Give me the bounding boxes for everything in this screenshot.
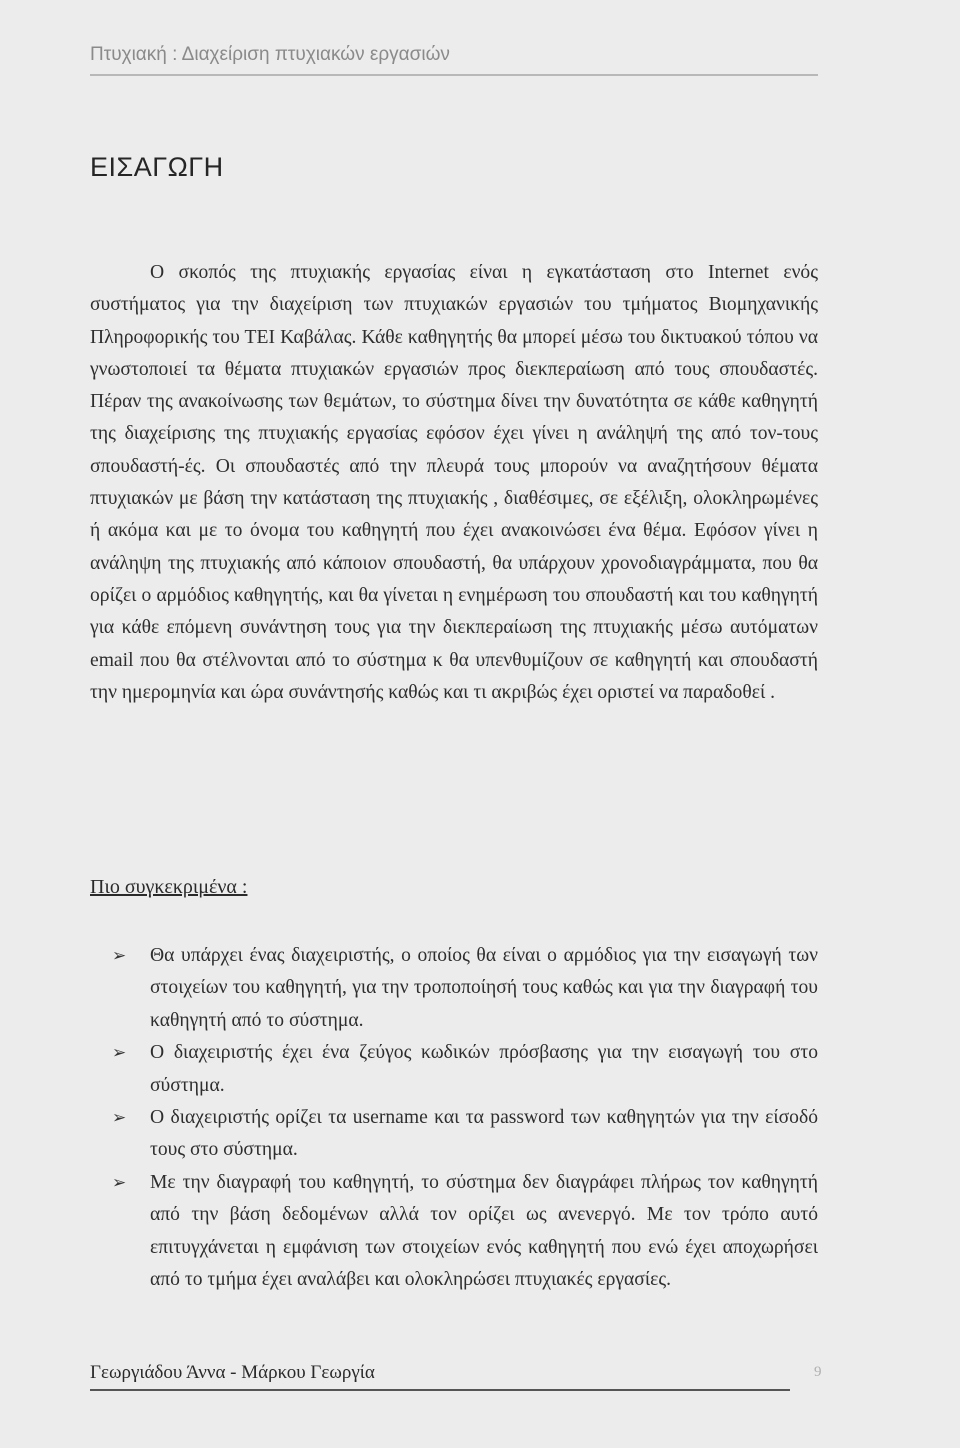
list-item-text: Θα υπάρχει ένας διαχειριστής, ο οποίος θα είναι ο αρμόδιος για την εισαγωγή των στοιχείων του καθηγητή, για την τροποποίησή τους καθώς και για την διαγραφή του καθηγητή από το σύστημα. xyxy=(150,945,818,1031)
arrow-bullet-icon: ➢ xyxy=(112,946,127,966)
footer-authors: Γεωργιάδου Άννα - Μάρκου Γεωργία xyxy=(90,1362,375,1383)
list-item xyxy=(90,1102,818,1167)
running-title: Πτυχιακή : Διαχείριση πτυχιακών εργασιών xyxy=(90,44,450,65)
arrow-bullet-icon: ➢ xyxy=(112,1172,127,1193)
footer-divider xyxy=(90,1389,790,1391)
list-item xyxy=(90,1167,818,1297)
list-item xyxy=(90,940,818,1037)
page-footer xyxy=(90,1362,830,1402)
details-heading: Πιο συγκεκριμένα : xyxy=(90,876,248,898)
list-item-text: Ο διαχειριστής έχει ένα ζεύγος κωδικών πρόσβασης για την εισαγωγή του στο σύστημα. xyxy=(150,1042,818,1096)
page-number: 9 xyxy=(814,1364,822,1380)
header-divider xyxy=(90,74,818,76)
section-title: ΕΙΣΑΓΩΓΗ xyxy=(90,152,224,182)
list-item-text: Ο διαχειριστής ορίζει τα username και τα password των καθηγητών για την είσοδό τους στο σύστημα. xyxy=(150,1107,818,1161)
arrow-bullet-icon: ➢ xyxy=(112,1108,127,1129)
list-item-text: Με την διαγραφή του καθηγητή, το σύστημα δεν διαγράφει πλήρως τον καθηγητή από την βάση δεδομένων αλλά τον ορίζει ως ανενεργό. Με τον τρόπο αυτό επιτυγχάνεται η εμφάνιση των στοιχείων ενός καθηγητή που ενώ έχει αποχωρήσει από το τμήμα έχει αναλάβει και ολοκληρώσει πτυχιακές εργασίες. xyxy=(150,1171,818,1291)
running-header xyxy=(90,44,818,78)
details-list xyxy=(90,940,818,1296)
arrow-bullet-icon: ➢ xyxy=(112,1043,127,1064)
intro-paragraph: Ο σκοπός της πτυχιακής εργασίας είναι η εγκατάσταση στο Internet ενός συστήματος για την διαχείριση των πτυχιακών εργασιών του τμήματος Βιομηχανικής Πληροφορικής του ΤΕΙ Καβάλας. Κάθε καθηγητής θα μπορεί μέσω του δικτυακού τόπου να γνωστοποιεί τα θέματα πτυχιακών εργασιών προς διεκπεραίωση από τους σπουδαστές. Πέραν της ανακοίνωσης των θεμάτων, το σύστημα δίνει την δυνατότητα σε κάθε καθηγητή της διαχείρισης της πτυχιακής εργασίας εφόσον έχει γίνει η ανάληψή της από τον-τους σπουδαστή-ές. Οι σπουδαστές από την πλευρά τους μπορούν να αναζητήσουν θέματα πτυχιακών με βάση την κατάσταση της πτυχιακής , διαθέσιμες, σε εξέλιξη, ολοκληρωμένες ή ακόμα και με το όνομα του καθηγητή που έχει ανακοινώσει ένα θέμα. Εφόσον γίνει η ανάληψη της πτυχιακής από κάποιον σπουδαστή, θα υπάρχουν χρονοδιαγράμματα, που θα ορίζει ο αρμόδιος καθηγητής, και θα γίνεται η ενημέρωση του σπουδαστή και του καθηγητή για κάθε επόμενη συνάντηση τους για την διεκπεραίωση της πτυχιακής μέσω αυτόματων email που θα στέλνονται από το σύστημα κ θα υπενθυμίζουν σε καθηγητή και σπουδαστή την ημερομηνία και ώρα συνάντησής καθώς και τι ακριβώς έχει οριστεί να παραδοθεί . xyxy=(90,262,818,703)
list-item xyxy=(90,1037,818,1102)
